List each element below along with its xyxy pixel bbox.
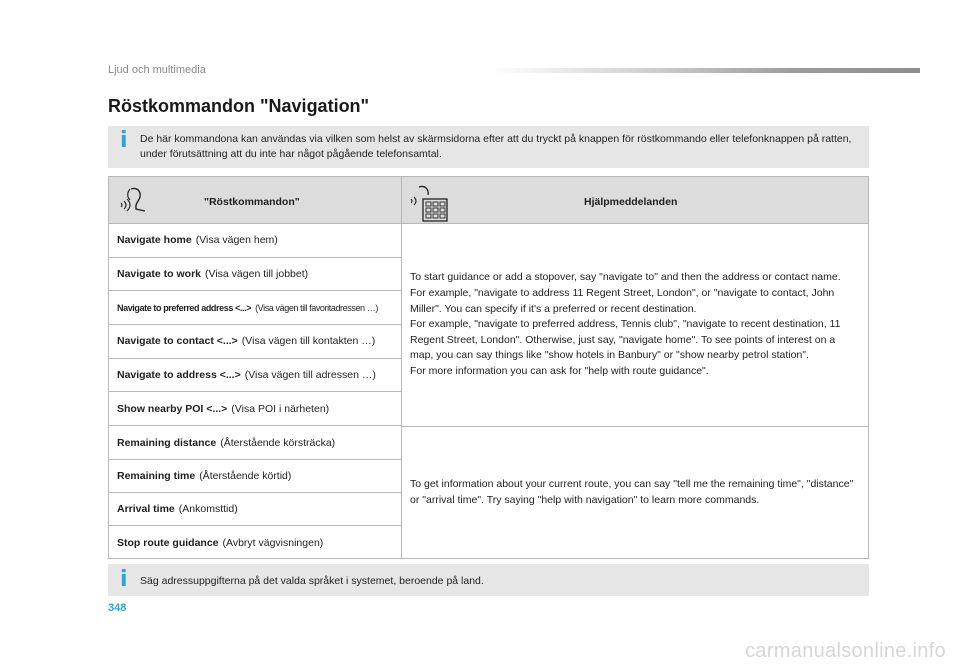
command-name: Navigate home: [117, 234, 192, 247]
info-box-bottom: [108, 564, 869, 596]
command-translation: (Avbryt vägvisningen): [222, 536, 324, 549]
command-translation: (Återstående körtid): [199, 470, 292, 482]
table-row: [109, 392, 401, 426]
command-translation: (Visa vägen till jobbet): [205, 267, 309, 280]
command-translation: (Återstående körsträcka): [220, 437, 336, 449]
table-row: [109, 526, 401, 559]
command-name: Navigate to work: [117, 267, 202, 280]
table-row: [109, 493, 401, 526]
command-name: Stop route guidance: [117, 536, 219, 549]
command-name: Navigate to preferred address <...>: [117, 302, 252, 313]
table-row: [109, 325, 401, 359]
command-name: Navigate to contact <...>: [117, 335, 238, 348]
table-row: [109, 258, 401, 292]
command-name: Navigate to address <...>: [117, 369, 241, 381]
command-name: Remaining distance: [117, 437, 217, 449]
table-header: [109, 177, 868, 224]
table-row: [109, 427, 401, 460]
voice-command-icon: [117, 183, 151, 222]
info-icon: i: [120, 128, 128, 153]
command-translation: (Visa vägen till kontakten …): [241, 335, 376, 348]
command-name: Remaining time: [117, 470, 196, 482]
info-box-top: [108, 126, 869, 168]
command-translation: (Visa vägen till favoritadressen …): [255, 302, 378, 313]
table-row: [109, 224, 401, 258]
info-text-top: De här kommandona kan användas via vilken som helst av skärmsidorna efter att du tryckt på knappen för röstkommando eller telefonknappen på ratten, under förutsättning att du inte har något pågående telefonsamtal.: [140, 133, 852, 160]
command-name: Show nearby POI <...>: [117, 402, 228, 415]
header-gradient-bar: [490, 68, 920, 73]
command-translation: (Visa POI i närheten): [231, 402, 330, 415]
page-heading: Röstkommandon "Navigation": [108, 96, 370, 116]
voice-command-table: [108, 176, 869, 559]
table-row: [109, 359, 401, 393]
section-title: Ljud och multimedia: [108, 64, 206, 76]
help-text-route-info: To get information about your current route, you can say "tell me the remaining time", "distance" or "arrival time". Try saying "help with navigation" to learn more commands.: [410, 478, 854, 506]
table-row: [109, 291, 401, 325]
help-keypad-icon: [409, 183, 449, 228]
column-header-help: Hjälpmeddelanden: [584, 196, 678, 208]
command-translation: (Visa vägen hem): [195, 234, 278, 247]
command-name: Arrival time: [117, 503, 175, 515]
page-number: 348: [108, 602, 127, 614]
watermark: carmanualsonline.info: [745, 640, 946, 662]
info-icon: i: [120, 567, 128, 592]
command-translation: (Visa vägen till adressen …): [244, 369, 376, 381]
table-row: [109, 460, 401, 493]
column-header-commands: "Röstkommandon": [204, 196, 300, 208]
help-text-route-guidance: To start guidance or add a stopover, say "navigate to" and then the address or contact name. For example, "navigate to address 11 Regent Street, London", or "navigate to contact, John Miller". You can specify if it's a preferred or recent destination. For example, "navigate to preferred address, Tennis club", "navigate to recent destination, 11 Regent Street, London". Otherwise, just say, "navigate home". To see points of interest on a map, you can say things like "show hotels in Banbury" or "show nearby petrol station". For more information you can ask for "help with route guidance".: [410, 271, 841, 377]
info-text-bottom: Säg adressuppgifterna på det valda språket i systemet, beroende på land.: [140, 575, 484, 587]
command-translation: (Ankomsttid): [178, 503, 238, 515]
